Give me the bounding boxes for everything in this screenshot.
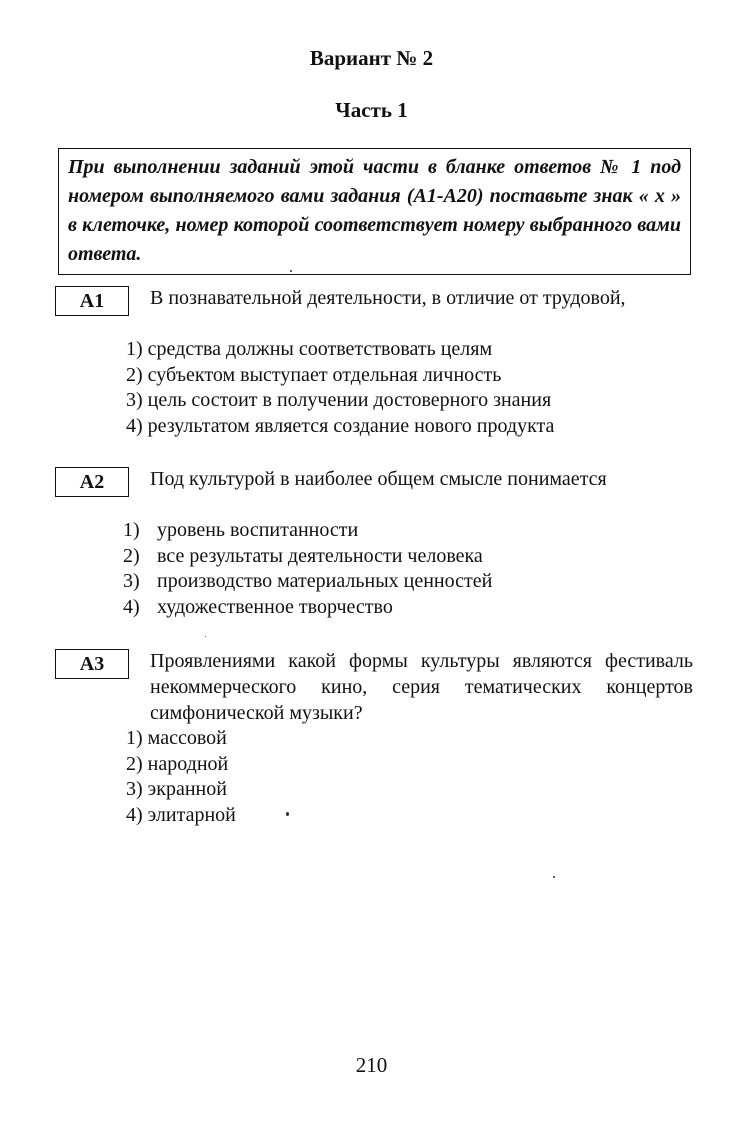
answer-option: 3) экранной [126, 778, 227, 801]
answer-option: 2) все результаты деятельности человека [123, 544, 483, 567]
answer-option: 3) цель состоит в получении достоверного знания [126, 389, 552, 412]
scan-speck [286, 812, 289, 816]
question-label-a3: А3 [55, 649, 129, 679]
scan-speck [290, 270, 292, 272]
question-text-a1: В познавательной деятельности, в отличие от трудовой, [150, 287, 626, 309]
instruction-box: При выполнении заданий этой части в бланке ответов № 1 под номером выполняемого вами задания (А1-А20) поставьте знак « х » в клеточке, номер которой соответствует номеру выбранного вами ответа. [58, 148, 691, 275]
answer-option: 4) результатом является создание нового продукта [126, 414, 555, 437]
question-text-a2: Под культурой в наиболее общем смысле понимается [150, 468, 607, 490]
question-text-a3: Проявлениями какой формы культуры являются фестиваль некоммерческого кино, серия тематических концертов симфонической музыки? [150, 650, 693, 724]
answer-option: 1) массовой [126, 727, 227, 749]
answer-option: 1) уровень воспитанности [123, 519, 359, 541]
page-number: 210 [355, 1053, 388, 1077]
answer-option: 4) художественное творчество [123, 595, 393, 618]
answer-list-a3 [126, 726, 236, 828]
answer-list-a1 [126, 337, 554, 439]
answer-option: 2) народной [126, 752, 229, 775]
answer-list-a2 [123, 518, 492, 620]
question-label-a2: А2 [55, 467, 129, 497]
answer-option: 2) субъектом выступает отдельная личность [126, 363, 502, 386]
answer-option: 3) производство материальных ценностей [123, 570, 493, 593]
scan-speck [553, 876, 555, 878]
part-title: Часть 1 [335, 98, 408, 122]
question-label-a1: А1 [55, 286, 129, 316]
answer-option: 1) средства должны соответствовать целям [126, 338, 493, 360]
answer-option: 4) элитарной [126, 803, 236, 826]
variant-title: Вариант № 2 [309, 46, 434, 70]
scan-speck [205, 636, 206, 637]
